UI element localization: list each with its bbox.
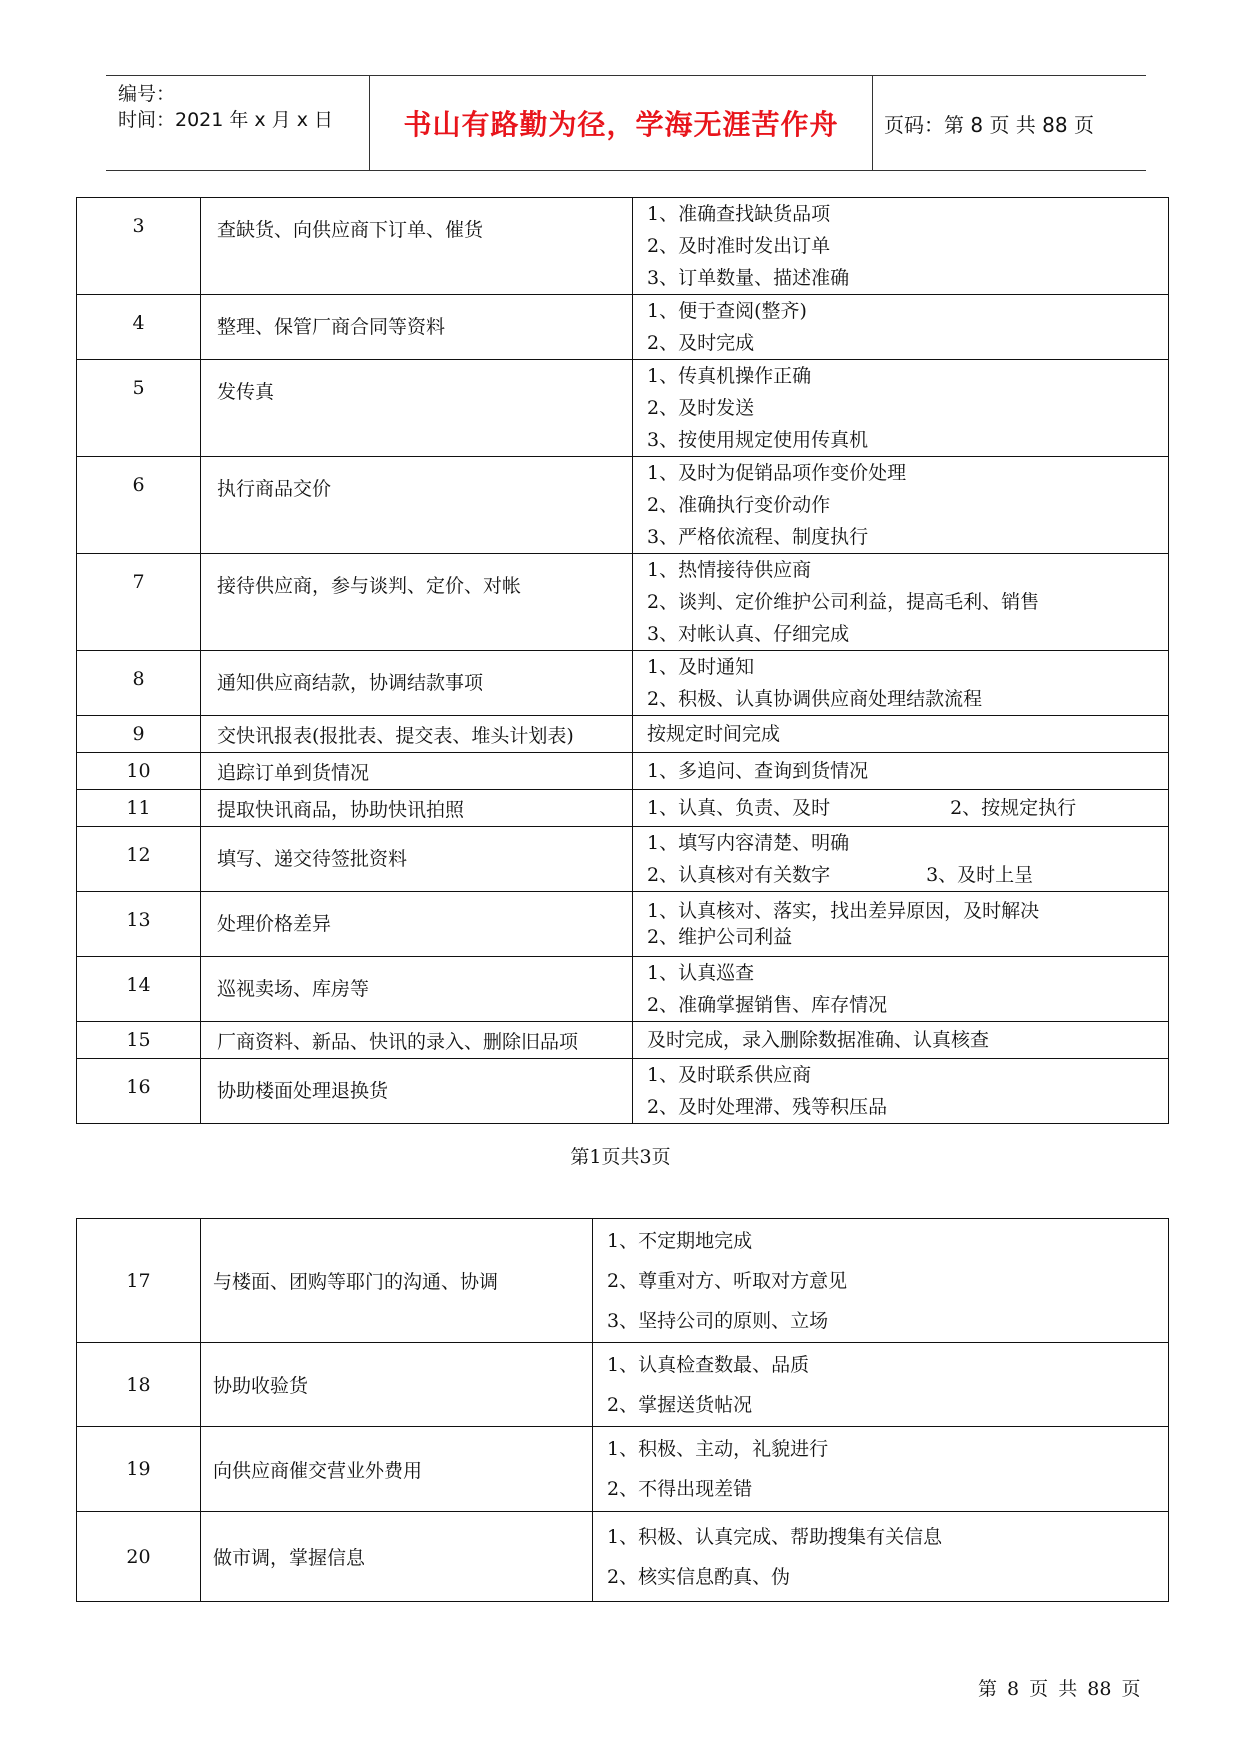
table-row: [77, 1343, 1169, 1427]
duty-table-2: [76, 1218, 1169, 1602]
standard-line: 1、不定期地完成: [607, 1229, 753, 1252]
standard-line: 1、及时为促销品项作变价处理: [647, 462, 907, 484]
row-task: 做市调，掌握信息: [201, 1512, 593, 1602]
row-standard: [633, 892, 1169, 957]
number-label: 编号：: [118, 83, 176, 105]
standard-line: 1、认真巡查: [647, 962, 755, 984]
row-number: 16: [77, 1059, 201, 1124]
row-standard: [633, 716, 1169, 753]
row-number: 10: [77, 753, 201, 790]
page-header: [106, 75, 1146, 171]
standard-line: 1、准确查找缺货品项: [647, 203, 831, 225]
standard-line: 2、维护公司利益: [647, 926, 793, 948]
section-page-footer: 第1页共3页: [570, 1146, 671, 1168]
standard-line: 2、核实信息酌真、伪: [607, 1565, 791, 1588]
standard-item: 2、按规定执行: [950, 797, 1077, 819]
time-label: 时间：2021 年 x 月 x 日: [118, 109, 334, 131]
row-standard: [633, 957, 1169, 1022]
row-task: 巡视卖场、库房等: [201, 957, 633, 1022]
table-row: [77, 1059, 1169, 1124]
table-row: [77, 360, 1169, 457]
row-standard: [633, 554, 1169, 651]
standard-line: 及时完成，录入删除数据准确、认真核查: [647, 1029, 990, 1051]
standard-line: 1、认真检查数最、品质: [607, 1353, 810, 1376]
duty-table-1: [76, 197, 1169, 1124]
standard-line: 2、及时发送: [647, 397, 755, 419]
row-standard: [593, 1512, 1169, 1602]
row-number: 5: [77, 360, 201, 457]
row-number: 13: [77, 892, 201, 957]
row-number: 6: [77, 457, 201, 554]
row-task: 整理、保管厂商合同等资料: [201, 295, 633, 360]
header-divider: [369, 76, 370, 170]
row-number: 20: [77, 1512, 201, 1602]
row-standard: [633, 295, 1169, 360]
row-task: 与楼面、团购等耶门的沟通、协调: [201, 1219, 593, 1343]
table-row: [77, 892, 1169, 957]
standard-line: 2、及时完成: [647, 332, 755, 354]
standard-line: 按规定时间完成: [647, 723, 781, 745]
row-number: 17: [77, 1219, 201, 1343]
row-task: 查缺货、向供应商下订单、催货: [201, 198, 633, 295]
table-row: [77, 716, 1169, 753]
row-number: 4: [77, 295, 201, 360]
standard-line: 2、及时处理滞、残等积压品: [647, 1096, 888, 1118]
standard-line: 1、便于查阅(整齐): [647, 300, 807, 322]
standard-item: 3、及时上呈: [926, 864, 1034, 886]
row-number: 14: [77, 957, 201, 1022]
row-task: 提取快讯商品，协助快讯拍照: [201, 790, 633, 827]
standard-line: 2、掌握送货帖况: [607, 1393, 753, 1416]
row-task: 交快讯报表(报批表、提交表、堆头计划表): [201, 716, 633, 753]
standard-line: 3、订单数量、描述准确: [647, 267, 850, 289]
table-row: [77, 753, 1169, 790]
table-row: [77, 1022, 1169, 1059]
row-standard: [633, 360, 1169, 457]
standard-line: 2、谈判、定价维护公司利益，提高毛利、销售: [647, 591, 1040, 613]
row-task: 协助收验货: [201, 1343, 593, 1427]
standard-line: 1、及时联系供应商: [647, 1064, 812, 1086]
row-standard: [593, 1219, 1169, 1343]
table-row: [77, 1427, 1169, 1512]
row-number: 18: [77, 1343, 201, 1427]
row-task: 协助楼面处理退换货: [201, 1059, 633, 1124]
standard-line: 2、积极、认真协调供应商处理结款流程: [647, 688, 983, 710]
row-task: 接待供应商，参与谈判、定价、对帐: [201, 554, 633, 651]
row-task: 处理价格差异: [201, 892, 633, 957]
table-row: [77, 1512, 1169, 1602]
standard-line: 1、认真核对、落实，找出差异原因，及时解决: [647, 900, 1040, 922]
standard-line: 2、不得出现差错: [607, 1478, 753, 1500]
table-row: [77, 1219, 1169, 1343]
standard-line: 3、对帐认真、仔细完成: [647, 623, 850, 645]
standard-item: 1、认真、负责、及时: [647, 797, 831, 819]
standard-line: 1、积极、认真完成、帮助搜集有关信息: [607, 1525, 943, 1548]
standard-line: [647, 792, 1168, 824]
row-number: 3: [77, 198, 201, 295]
page-footer: 第 8 页 共 88 页: [978, 1678, 1141, 1700]
table-row: [77, 457, 1169, 554]
row-number: 7: [77, 554, 201, 651]
row-standard: [633, 457, 1169, 554]
standard-line: 2、及时准时发出订单: [647, 235, 831, 257]
standard-line: 1、填写内容清楚、明确: [647, 832, 850, 854]
table-row: [77, 957, 1169, 1022]
header-motto: 书山有路勤为径，学海无涯苦作舟: [403, 108, 839, 141]
table-row: [77, 651, 1169, 716]
table-row: [77, 198, 1169, 295]
row-standard: [633, 790, 1169, 827]
row-task: 向供应商催交营业外费用: [201, 1427, 593, 1512]
row-number: 19: [77, 1427, 201, 1512]
row-standard: [633, 1059, 1169, 1124]
row-number: 11: [77, 790, 201, 827]
table-row: [77, 554, 1169, 651]
table-row: [77, 790, 1169, 827]
row-task: 填写、递交待签批资料: [201, 827, 633, 892]
table-row: [77, 295, 1169, 360]
standard-line: 1、多追问、查询到货情况: [647, 760, 869, 782]
row-task: 执行商品交价: [201, 457, 633, 554]
row-task: 通知供应商结款，协调结款事项: [201, 651, 633, 716]
row-number: 8: [77, 651, 201, 716]
row-standard: [633, 827, 1169, 892]
row-task: 厂商资料、新品、快讯的录入、删除旧品项: [201, 1022, 633, 1059]
row-standard: [593, 1427, 1169, 1512]
row-number: 15: [77, 1022, 201, 1059]
standard-line: 3、按使用规定使用传真机: [647, 429, 869, 451]
row-task: 追踪订单到货情况: [201, 753, 633, 790]
standard-line: 3、严格依流程、制度执行: [647, 526, 869, 548]
row-standard: [633, 753, 1169, 790]
row-standard: [633, 198, 1169, 295]
row-standard: [633, 651, 1169, 716]
standard-line: 1、传真机操作正确: [647, 365, 812, 387]
row-standard: [633, 1022, 1169, 1059]
row-task: 发传真: [201, 360, 633, 457]
standard-line: 2、准确执行变价动作: [647, 494, 831, 516]
row-number: 9: [77, 716, 201, 753]
table-row: [77, 827, 1169, 892]
standard-line: [647, 859, 1168, 891]
header-page-code: 页码：第 8 页 共 88 页: [884, 112, 1094, 137]
standard-line: 3、坚持公司的原则、立场: [607, 1309, 829, 1332]
header-meta: [118, 76, 374, 170]
header-divider: [872, 76, 873, 170]
standard-item: 2、认真核对有关数字: [647, 864, 831, 886]
standard-line: 1、及时通知: [647, 656, 755, 678]
standard-line: 2、尊重对方、听取对方意见: [607, 1269, 848, 1292]
standard-line: 1、热情接待供应商: [647, 559, 812, 581]
standard-line: 2、准确掌握销售、库存情况: [647, 994, 888, 1016]
row-standard: [593, 1343, 1169, 1427]
standard-line: 1、积极、主动，礼貌进行: [607, 1438, 829, 1460]
row-number: 12: [77, 827, 201, 892]
